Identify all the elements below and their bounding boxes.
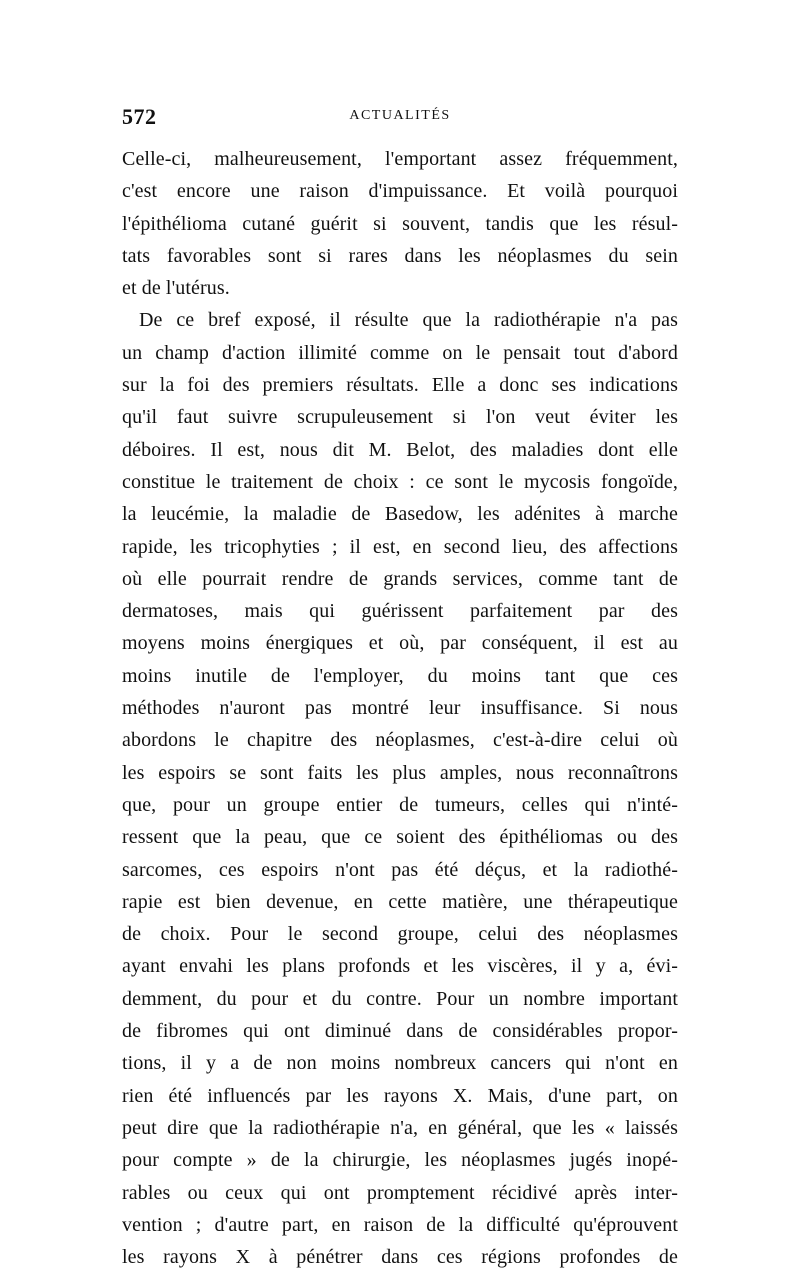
text-line: déboires. Il est, nous dit M. Belot, des maladies dont elle	[122, 438, 678, 461]
text-line: tats favorables sont si rares dans les néoplasmes du sein	[122, 244, 678, 267]
text-line: méthodes n'auront pas montré leur insuffisance. Si nous	[122, 697, 678, 720]
text-line: sur la foi des premiers résultats. Elle a donc ses indications	[122, 374, 678, 397]
text-line: peut dire que la radiothérapie n'a, en général, que les « laissés	[122, 1116, 678, 1139]
text-line: les espoirs se sont faits les plus amples, nous reconnaîtrons	[122, 761, 678, 784]
text-line: pour compte » de la chirurgie, les néoplasmes jugés inopé-	[122, 1149, 678, 1172]
text-line: rien été influencés par les rayons X. Mais, d'une part, on	[122, 1084, 678, 1107]
text-line: abordons le chapitre des néoplasmes, c'est-à-dire celui où	[122, 729, 678, 752]
text-line: et de l'utérus.	[122, 277, 230, 300]
text-line: de fibromes qui ont diminué dans de considérables propor-	[122, 1020, 678, 1043]
text-line: demment, du pour et du contre. Pour un nombre important	[122, 987, 678, 1010]
text-line: vention ; d'autre part, en raison de la difficulté qu'éprouvent	[122, 1213, 678, 1236]
text-line: moins inutile de l'employer, du moins tant que ces	[122, 664, 678, 687]
text-line: dermatoses, mais qui guérissent parfaitement par des	[122, 600, 678, 623]
text-line: rapide, les tricophyties ; il est, en second lieu, des affections	[122, 535, 678, 558]
text-line: où elle pourrait rendre de grands services, comme tant de	[122, 567, 678, 590]
running-title: ACTUALITÉS	[349, 108, 451, 123]
text-line: ayant envahi les plans profonds et les viscères, il y a, évi-	[122, 955, 678, 978]
text-line: tions, il y a de non moins nombreux cancers qui n'ont en	[122, 1052, 678, 1075]
body-text	[122, 143, 678, 1273]
text-line: ressent que la peau, que ce soient des épithéliomas ou des	[122, 826, 678, 849]
text-line: Celle-ci, malheureusement, l'emportant assez fréquemment,	[122, 148, 678, 170]
text-line: un champ d'action illimité comme on le pensait tout d'abord	[122, 341, 678, 364]
text-line: rables ou ceux qui ont promptement récidivé après inter-	[122, 1181, 678, 1204]
text-line: rapie est bien devenue, en cette matière, une thérapeutique	[122, 890, 678, 913]
text-line: sarcomes, ces espoirs n'ont pas été déçus, et la radiothé-	[122, 858, 678, 881]
running-head	[122, 104, 678, 134]
text-line: constitue le traitement de choix : ce sont le mycosis fongoïde,	[122, 470, 678, 493]
text-line: les rayons X à pénétrer dans ces régions profondes de	[122, 1246, 678, 1269]
text-line: qu'il faut suivre scrupuleusement si l'on veut éviter les	[122, 406, 678, 429]
text-line: de choix. Pour le second groupe, celui des néoplasmes	[122, 923, 678, 946]
text-line: De ce bref exposé, il résulte que la radiothérapie n'a pas	[139, 309, 678, 332]
text-line: moyens moins énergiques et où, par conséquent, il est au	[122, 632, 678, 655]
text-line: c'est encore une raison d'impuissance. Et voilà pourquoi	[122, 180, 678, 203]
text-line: la leucémie, la maladie de Basedow, les adénites à marche	[122, 503, 678, 526]
text-line: que, pour un groupe entier de tumeurs, celles qui n'inté-	[122, 793, 678, 816]
page-number: 572	[122, 104, 157, 129]
text-line: l'épithélioma cutané guérit si souvent, tandis que les résul-	[122, 212, 678, 235]
